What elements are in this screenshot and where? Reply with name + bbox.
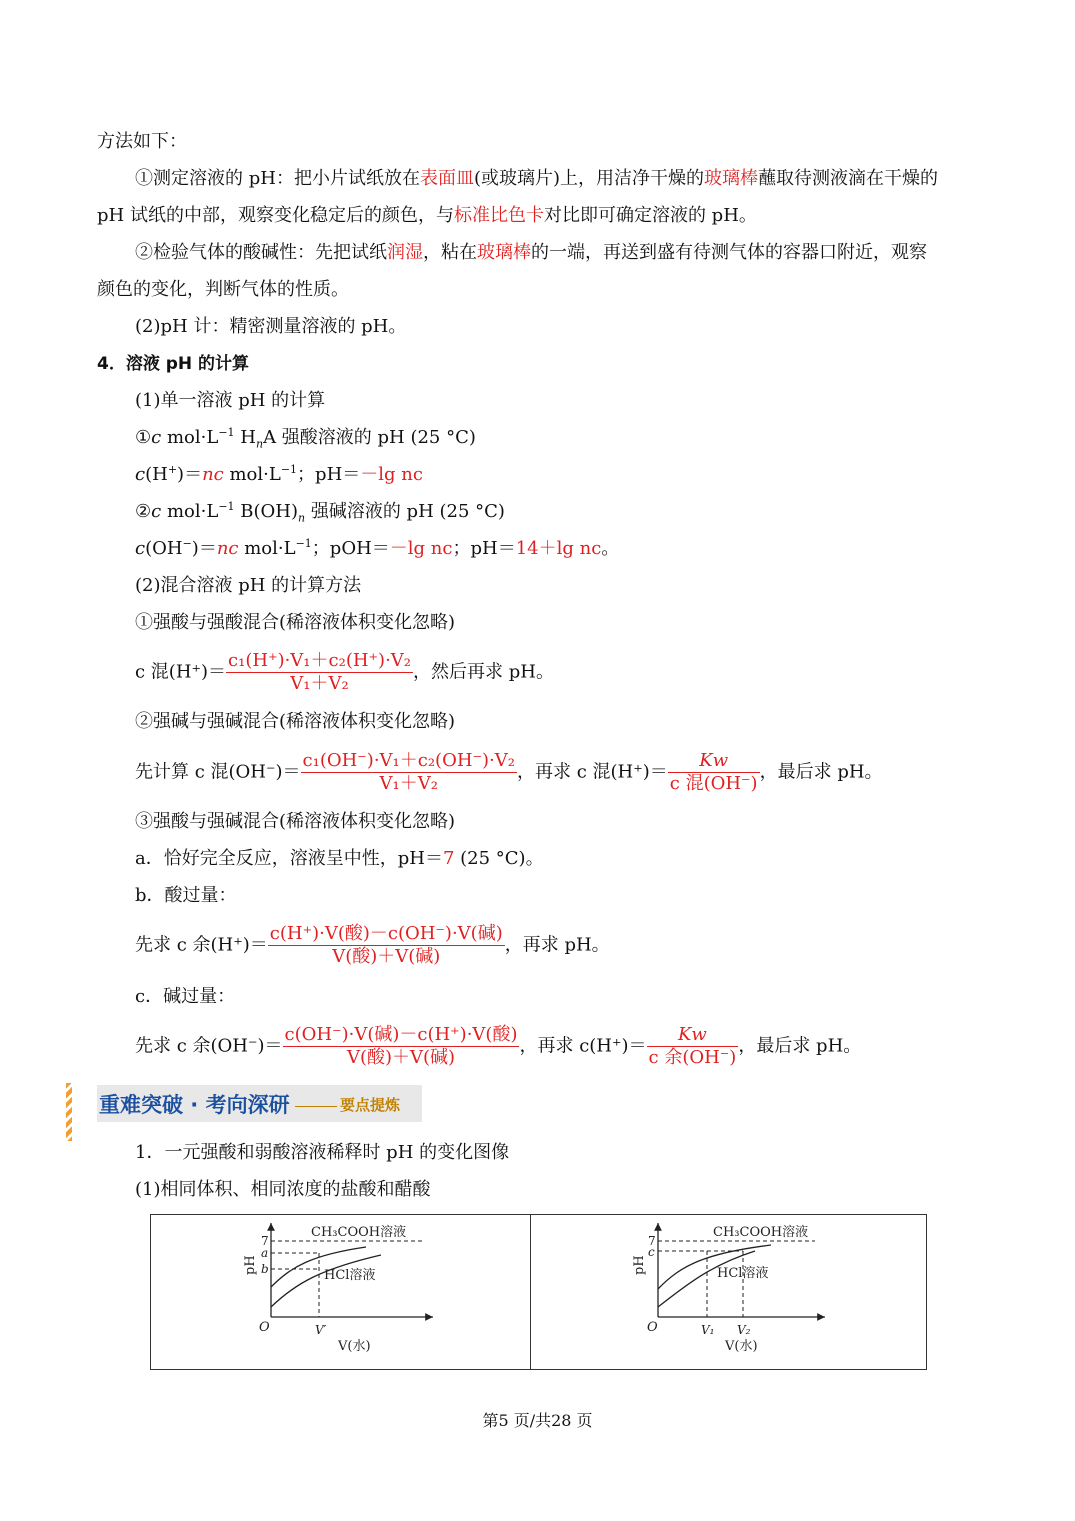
section-decoration bbox=[66, 1083, 72, 1141]
method-2-line1: ②检验气体的酸碱性：先把试纸润湿，粘在玻璃棒的一端，再送到盛有待测气体的容器口附近，观察 bbox=[135, 242, 927, 263]
fig2-y-label: pH bbox=[632, 1255, 647, 1275]
mixed-heading: (2)混合溶液 pH 的计算方法 bbox=[135, 575, 362, 596]
section-subtitle: 要点提炼 bbox=[340, 1096, 401, 1114]
base-base-heading: ②强碱与强碱混合(稀溶液体积变化忽略) bbox=[135, 711, 456, 732]
fig2-weak-label: CH₃COOH溶液 bbox=[713, 1225, 809, 1240]
acid-base-heading: ③强酸与强碱混合(稀溶液体积变化忽略) bbox=[135, 811, 456, 832]
base-heading: ②c $mol\cdot L^{-1}$ $B(OH)_n$ 强碱溶液的 pH (25 °C) bbox=[135, 500, 505, 525]
figure-2 bbox=[531, 1215, 925, 1369]
acid-excess-formula: 先求 c 余(H⁺)＝ $\frac{\text{c(H⁺)·V(酸)－c(OH⁻)·V(碱)}}{\text{V(酸)＋V(碱)}}$ ，再求 pH。 bbox=[135, 923, 610, 967]
fig2-tick-v1: V₁ bbox=[701, 1323, 715, 1337]
method-1-line1: ①测定溶液的 pH：把小片试纸放在表面皿(或玻璃片)上，用洁净干燥的玻璃棒蘸取待测液滴在干燥的 bbox=[135, 168, 938, 189]
neutral-case: a．恰好完全反应，溶液呈中性，pH＝7 (25 °C)。 bbox=[135, 848, 544, 869]
topic-1-heading: 1．一元强酸和弱酸溶液稀释时 pH 的变化图像 bbox=[135, 1142, 510, 1163]
method-1-line2: pH 试纸的中部，观察变化稳定后的颜色，与标准比色卡对比即可确定溶液的 pH。 bbox=[97, 205, 757, 226]
acid-acid-heading: ①强酸与强酸混合(稀溶液体积变化忽略) bbox=[135, 612, 456, 633]
fig1-tick-b: b bbox=[261, 1262, 269, 1276]
figure-box bbox=[150, 1214, 927, 1370]
fig2-x-label: V(水) bbox=[725, 1339, 758, 1354]
intro-text: 方法如下： bbox=[97, 131, 187, 152]
base-base-formula: 先计算 c 混(OH⁻)＝ $\frac{\text{c₁(OH⁻)·V₁＋c₂(OH⁻)·V₂}}{\text{V₁＋V₂}}$ ，再求 c 混(H⁺)＝ $\frac{Kw}{\text{c 混(OH⁻)}}$ ，最后求 pH。 bbox=[135, 750, 883, 794]
fig2-strong-label: HCl溶液 bbox=[717, 1266, 769, 1281]
method-2-line2: 颜色的变化，判断气体的性质。 bbox=[97, 279, 349, 300]
fig1-tick-a: a bbox=[261, 1246, 269, 1260]
acid-acid-formula: c 混(H⁺)＝ $\frac{\text{c₁(H⁺)·V₁＋c₂(H⁺)·V₂}}{\text{V₁＋V₂}}$ ，然后再求 pH。 bbox=[135, 650, 554, 694]
fig2-origin: O bbox=[647, 1320, 658, 1335]
section-divider bbox=[295, 1106, 337, 1107]
acid-heading: ①c $mol\cdot L^{-1}$ $H_nA$ 强酸溶液的 pH (25 °C) bbox=[135, 426, 476, 451]
topic-1-sub: (1)相同体积、相同浓度的盐酸和醋酸 bbox=[135, 1179, 431, 1200]
ph-meter-text: (2)pH 计：精密测量溶液的 pH。 bbox=[135, 316, 407, 337]
fig1-y-label: pH bbox=[243, 1255, 258, 1275]
base-equation: c(OH−)＝nc $mol\cdot L^{-1}$；pOH＝－lg nc；pH＝14＋lg nc。 bbox=[135, 537, 620, 559]
base-excess-formula: 先求 c 余(OH⁻)＝ $\frac{\text{c(OH⁻)·V(碱)－c(H⁺)·V(酸)}}{\text{V(酸)＋V(碱)}}$ ，再求 c(H⁺)＝ $\frac{Kw}{\text{c 余(OH⁻)}}$ ，最后求 pH。 bbox=[135, 1024, 862, 1068]
acid-excess-label: b．酸过量： bbox=[135, 885, 237, 906]
fig2-tick-c: c bbox=[648, 1245, 655, 1259]
section-title: 重难突破 · 考向深研 bbox=[99, 1093, 290, 1117]
figure-1 bbox=[151, 1215, 529, 1369]
base-excess-label: c．碱过量： bbox=[135, 986, 236, 1007]
fig2-tick-v2: V₂ bbox=[737, 1323, 751, 1337]
acid-equation: c(H+)＝nc $mol\cdot L^{-1}$；pH＝－lg nc bbox=[135, 463, 423, 485]
fig1-weak-label: CH₃COOH溶液 bbox=[311, 1225, 407, 1240]
fig1-origin: O bbox=[259, 1320, 270, 1335]
single-solution-heading: (1)单一溶液 pH 的计算 bbox=[135, 390, 326, 411]
fig2-tick-7: 7 bbox=[648, 1234, 656, 1248]
fig1-strong-label: HCl溶液 bbox=[324, 1268, 376, 1283]
page-footer: 第5 页/共28 页 bbox=[482, 1411, 593, 1430]
fig1-tick-7: 7 bbox=[261, 1234, 269, 1248]
fig1-tick-v: V′ bbox=[315, 1323, 327, 1337]
section-4-heading: 4．溶液 pH 的计算 bbox=[97, 354, 250, 374]
fig1-x-label: V(水) bbox=[338, 1339, 371, 1354]
